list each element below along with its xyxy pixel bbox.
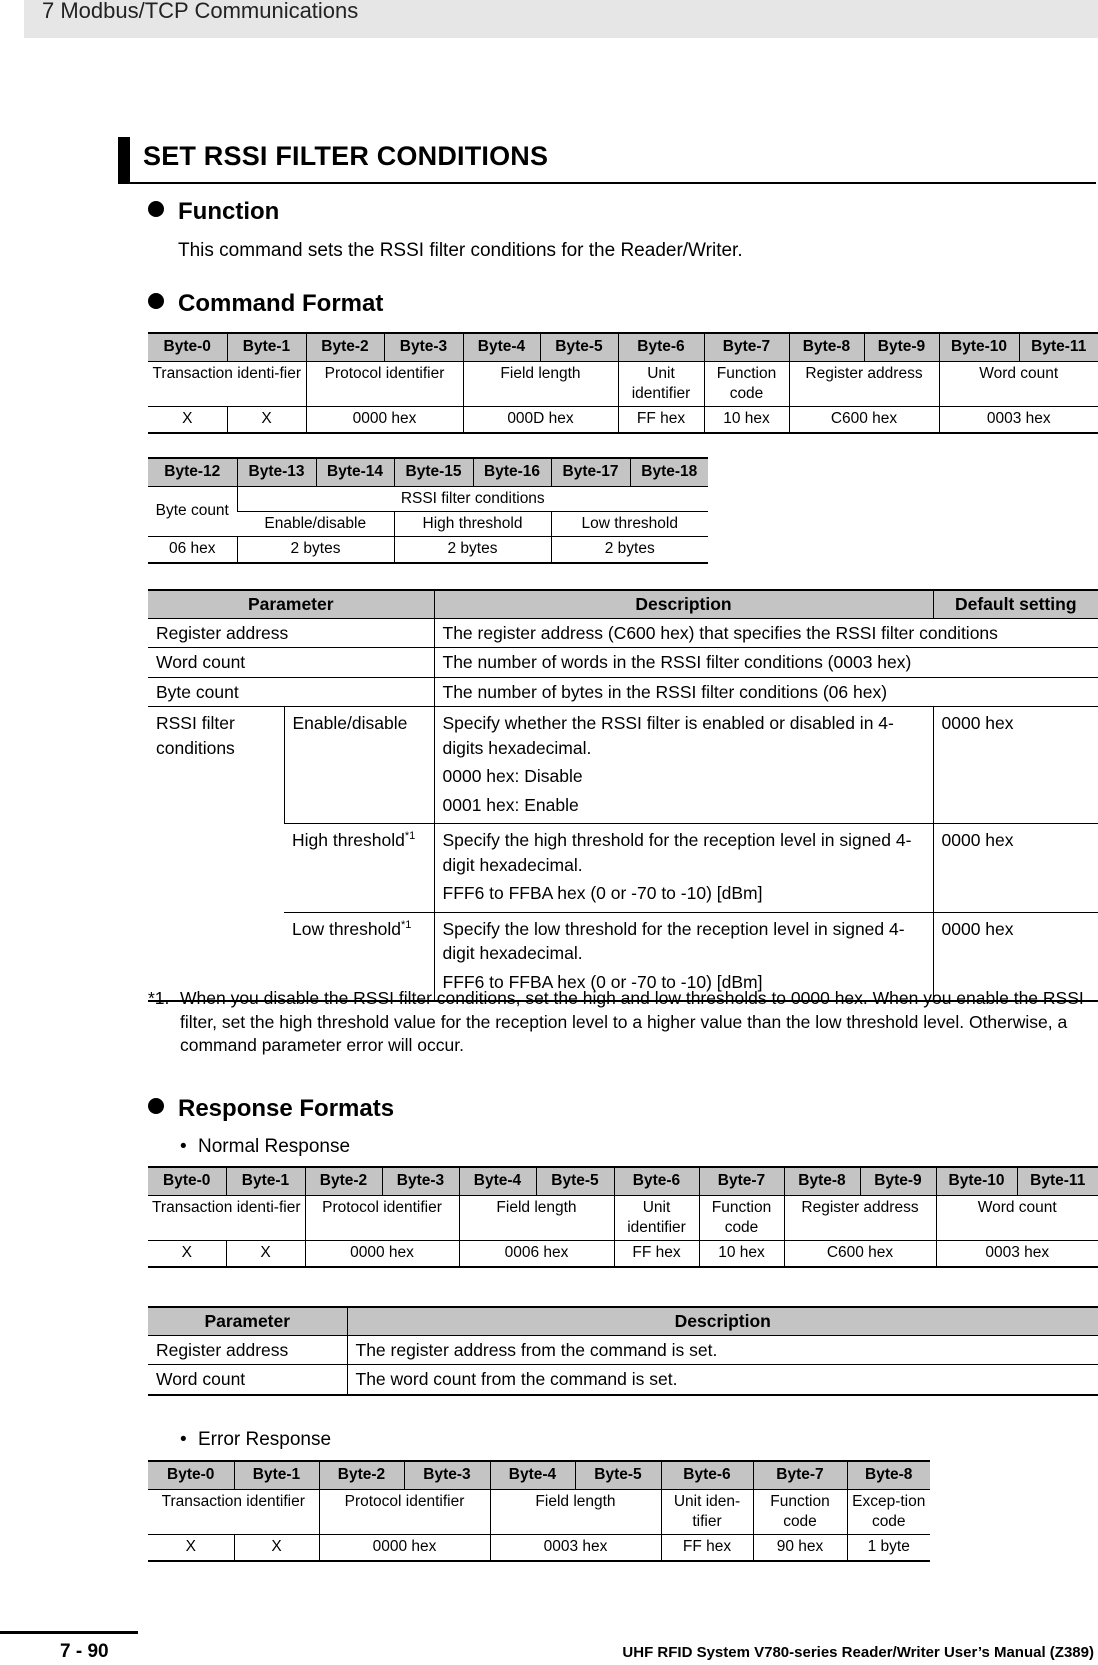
field-cell: Function code [753, 1489, 847, 1535]
byte-header: Byte-5 [540, 333, 618, 361]
value-cell: X [234, 1535, 319, 1561]
value-cell: FF hex [618, 407, 704, 433]
param-desc: The number of bytes in the RSSI filter conditions (06 hex) [434, 677, 1098, 707]
command-parameter-table [148, 589, 1098, 1002]
param-desc: Specify the low threshold for the reception level in signed 4-digit hexadecimal. FFF6 to FFBA hex (0 or -70 to -10) [dBm] [434, 912, 933, 1001]
byte-header: Byte-6 [661, 1461, 753, 1489]
param-desc: The word count from the command is set. [347, 1365, 1098, 1395]
value-cell: 1 byte [847, 1535, 930, 1561]
normal-response-parameter-table [148, 1306, 1098, 1396]
byte-header: Byte-9 [860, 1167, 936, 1195]
subfield-cell: Low threshold [551, 511, 708, 536]
byte-header: Byte-10 [936, 1167, 1017, 1195]
param-desc: The number of words in the RSSI filter conditions (0003 hex) [434, 648, 1098, 678]
byte-header: Byte-10 [939, 333, 1019, 361]
byte-header: Byte-6 [614, 1167, 699, 1195]
param-sub-name: Enable/disable [284, 707, 434, 824]
byte-header: Byte-18 [630, 458, 708, 486]
byte-header: Byte-6 [618, 333, 704, 361]
param-name: Byte count [148, 677, 434, 707]
value-cell: C600 hex [784, 1241, 936, 1267]
byte-header: Byte-0 [148, 333, 227, 361]
value-cell: X [227, 407, 306, 433]
byte-header: Byte-8 [789, 333, 864, 361]
value-cell: 2 bytes [237, 537, 394, 563]
value-cell: X [226, 1241, 305, 1267]
byte-header: Byte-2 [319, 1461, 404, 1489]
subfield-cell: Enable/disable [237, 511, 394, 536]
chapter-title: 7 Modbus/TCP Communications [42, 0, 359, 23]
byte-header: Byte-8 [847, 1461, 930, 1489]
byte-header: Byte-4 [463, 333, 540, 361]
value-cell: 0000 hex [306, 407, 463, 433]
byte-header: Byte-2 [305, 1167, 382, 1195]
command-format-heading: Command Format [148, 290, 383, 318]
value-cell: 10 hex [704, 407, 789, 433]
field-cell: Transaction identi-fier [148, 361, 306, 407]
field-cell: Field length [459, 1195, 614, 1241]
field-cell: Unit iden-tifier [661, 1489, 753, 1535]
param-name: Word count [148, 1365, 347, 1395]
field-cell: Protocol identifier [306, 361, 463, 407]
value-cell: 06 hex [148, 537, 237, 563]
footnote [148, 987, 1088, 1058]
manual-title: UHF RFID System V780-series Reader/Writer User’s Manual (Z389) [622, 1644, 1094, 1661]
function-description: This command sets the RSSI filter conditions for the Reader/Writer. [178, 240, 743, 261]
byte-header: Byte-0 [148, 1167, 226, 1195]
value-cell: 0000 hex [319, 1535, 490, 1561]
field-cell: Register address [784, 1195, 936, 1241]
byte-header: Byte-16 [473, 458, 551, 486]
byte-header: Byte-3 [404, 1461, 490, 1489]
byte-header: Byte-8 [784, 1167, 860, 1195]
error-response-label: • Error Response [180, 1429, 332, 1450]
field-cell: Excep-tion code [847, 1489, 930, 1535]
byte-header: Byte-7 [704, 333, 789, 361]
byte-header: Byte-1 [234, 1461, 319, 1489]
subfield-cell: High threshold [394, 511, 551, 536]
section-title-bar [118, 137, 130, 183]
value-cell: 0003 hex [490, 1535, 661, 1561]
value-cell: X [148, 1241, 226, 1267]
error-response-byte-table [148, 1460, 930, 1562]
value-cell: X [148, 407, 227, 433]
byte-header: Byte-1 [227, 333, 306, 361]
param-desc: The register address from the command is set. [347, 1335, 1098, 1365]
value-cell: 0003 hex [936, 1241, 1098, 1267]
response-formats-heading: Response Formats [148, 1095, 394, 1123]
param-name: Register address [148, 618, 434, 648]
byte-header: Byte-7 [753, 1461, 847, 1489]
byte-header: Byte-4 [490, 1461, 575, 1489]
field-cell: Function code [704, 361, 789, 407]
byte-header: Byte-1 [226, 1167, 305, 1195]
param-header: Description [347, 1307, 1098, 1335]
param-default: 0000 hex [933, 912, 1098, 1001]
page-number: 7 - 90 [60, 1641, 109, 1662]
value-cell: FF hex [661, 1535, 753, 1561]
bullet-dot-icon [148, 201, 164, 217]
footnote-text: When you disable the RSSI filter conditions, set the high and low thresholds to 0000 hex. When you enable the RSSI filter, set the high threshold value for the reception level to a higher value than the low threshold level. Otherwise, a command parameter error will occur. [180, 988, 1084, 1056]
footnote-mark: *1. [148, 988, 170, 1008]
param-desc: Specify whether the RSSI filter is enabled or disabled in 4-digits hexadecimal. 0000 hex: Disable 0001 hex: Enable [434, 707, 933, 824]
field-cell: Transaction identifier [148, 1489, 319, 1535]
byte-header: Byte-17 [551, 458, 630, 486]
param-default: 0000 hex [933, 824, 1098, 913]
bullet-dot-icon [148, 1098, 164, 1114]
byte-header: Byte-2 [306, 333, 384, 361]
byte-header: Byte-12 [148, 458, 237, 486]
param-sub-name: Low threshold$^{*1}$ [284, 912, 434, 1001]
byte-header: Byte-5 [575, 1461, 661, 1489]
param-header: Description [434, 590, 933, 618]
command-byte-table [148, 332, 1098, 434]
value-cell: 90 hex [753, 1535, 847, 1561]
function-heading: Function [148, 198, 279, 226]
value-cell: X [148, 1535, 234, 1561]
byte-header: Byte-13 [237, 458, 316, 486]
field-cell: Protocol identifier [319, 1489, 490, 1535]
field-cell: Word count [939, 361, 1098, 407]
section-title-rule [118, 182, 1096, 184]
field-cell: Register address [789, 361, 939, 407]
byte-header: Byte-0 [148, 1461, 234, 1489]
value-cell: 0006 hex [459, 1241, 614, 1267]
value-cell: 0000 hex [305, 1241, 459, 1267]
bullet-dot-icon [148, 293, 164, 309]
param-sub-name: High threshold$^{*1}$ [284, 824, 434, 913]
param-desc: Specify the high threshold for the reception level in signed 4-digit hexadecimal. FFF6 to FFBA hex (0 or -70 to -10) [dBm] [434, 824, 933, 913]
value-cell: 0003 hex [939, 407, 1098, 433]
field-cell: Field length [490, 1489, 661, 1535]
rssi-group-cell: RSSI filter conditions [237, 486, 708, 511]
param-header: Parameter [148, 1307, 347, 1335]
field-cell: Function code [699, 1195, 784, 1241]
field-cell: Unit identifier [618, 361, 704, 407]
byte-header: Byte-7 [699, 1167, 784, 1195]
param-header: Parameter [148, 590, 434, 618]
field-cell: Field length [463, 361, 618, 407]
byte-header: Byte-9 [864, 333, 939, 361]
param-default: 0000 hex [933, 707, 1098, 824]
field-cell: Protocol identifier [305, 1195, 459, 1241]
byte-header: Byte-15 [394, 458, 473, 486]
normal-response-label: • Normal Response [180, 1136, 351, 1157]
byte-count-cell: Byte count [148, 486, 237, 537]
field-cell: Word count [936, 1195, 1098, 1241]
byte-header: Byte-3 [384, 333, 463, 361]
field-cell: Transaction identi-fier [148, 1195, 305, 1241]
byte-header: Byte-14 [316, 458, 394, 486]
byte-header: Byte-11 [1019, 333, 1098, 361]
footer-rule [0, 1631, 138, 1634]
value-cell: FF hex [614, 1241, 699, 1267]
rssi-group-name: RSSI filter conditions [148, 707, 284, 1002]
byte-header: Byte-4 [459, 1167, 536, 1195]
param-desc: The register address (C600 hex) that specifies the RSSI filter conditions [434, 618, 1098, 648]
field-cell: Unit identifier [614, 1195, 699, 1241]
value-cell: C600 hex [789, 407, 939, 433]
section-title: SET RSSI FILTER CONDITIONS [143, 141, 549, 171]
normal-response-byte-table [148, 1166, 1098, 1268]
value-cell: 000D hex [463, 407, 618, 433]
byte-header: Byte-3 [382, 1167, 459, 1195]
param-name: Word count [148, 648, 434, 678]
byte-header: Byte-11 [1017, 1167, 1098, 1195]
rssi-byte-table [148, 457, 708, 564]
value-cell: 2 bytes [551, 537, 708, 563]
value-cell: 10 hex [699, 1241, 784, 1267]
param-name: Register address [148, 1335, 347, 1365]
byte-header: Byte-5 [536, 1167, 614, 1195]
param-header: Default setting [933, 590, 1098, 618]
value-cell: 2 bytes [394, 537, 551, 563]
